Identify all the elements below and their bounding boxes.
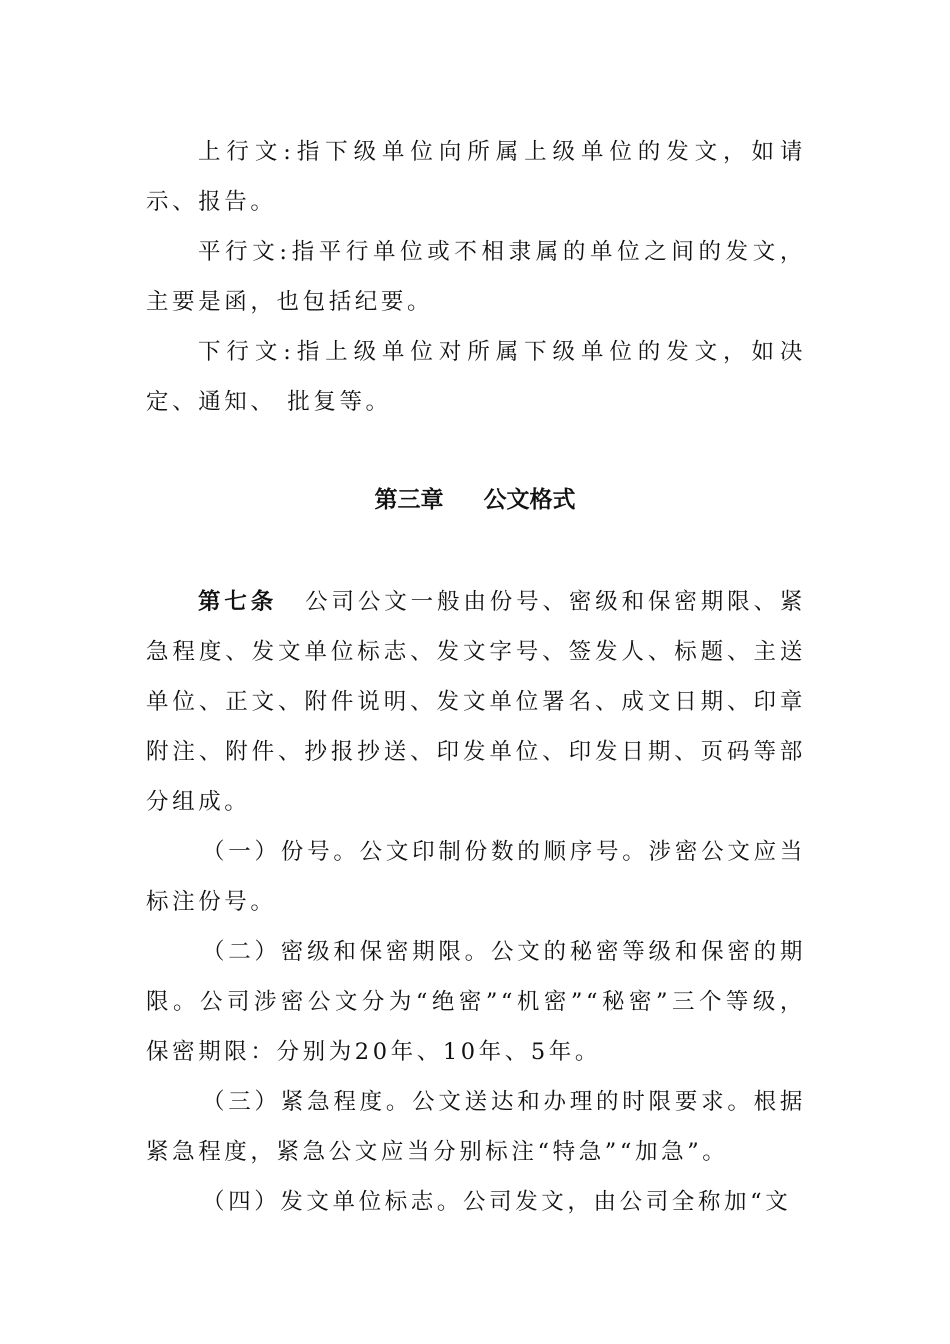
item-issuer-mark: （四）发文单位标志。公司发文，由公司全称加“文 (202, 1189, 792, 1215)
article-seven (146, 577, 806, 827)
paragraph-upward-document: 上行文:指下级单位向所属上级单位的发文，如请示、报告。 (146, 139, 806, 215)
article-number: 第七条 (198, 589, 278, 615)
chapter-title: 公文格式 (483, 487, 576, 513)
article-text: 公司公文一般由份号、密级和保密期限、紧急程度、发文单位标志、发文字号、签发人、标题、主送单位、正文、附件说明、发文单位署名、成文日期、印章附注、附件、抄报抄送、印发单位、印发日期、页码等部分组成。 (146, 589, 806, 815)
item-secret-level: （二）密级和保密期限。公文的秘密等级和保密的期限。公司涉密公文分为“绝密”“机密”“秘密”三个等级，保密期限：分别为20年、10年、5年。 (146, 939, 806, 1065)
paragraph-downward-document: 下行文:指上级单位对所属下级单位的发文，如决定、通知、 批复等。 (146, 339, 806, 415)
paragraph-parallel-document: 平行文:指平行单位或不相隶属的单位之间的发文，主要是函，也包括纪要。 (146, 239, 806, 315)
chapter-heading (0, 478, 950, 522)
item-copy-number: （一）份号。公文印制份数的顺序号。涉密公文应当标注份号。 (146, 839, 806, 915)
chapter-number: 第三章 (374, 487, 444, 513)
item-urgency: （三）紧急程度。公文送达和办理的时限要求。根据紧急程度，紧急公文应当分别标注“特急”“加急”。 (146, 1089, 806, 1165)
